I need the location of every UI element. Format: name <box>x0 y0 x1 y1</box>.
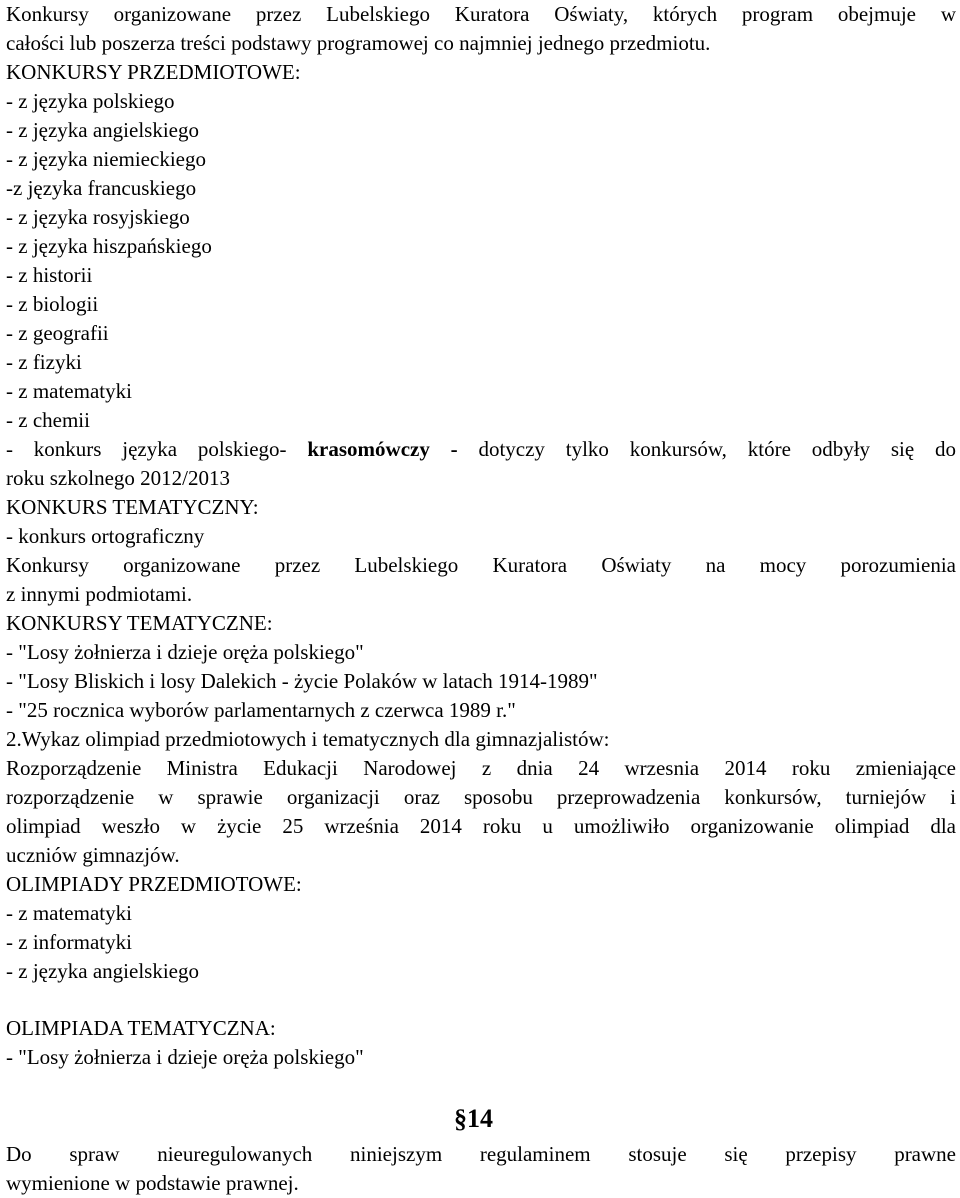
wykaz-line-4: uczniów gimnazjów. <box>6 843 180 867</box>
wykaz-line-1: Rozporządzenie Ministra Edukacji Narodowej z dnia 24 wrzesnia 2014 roku zmieniające <box>6 756 956 780</box>
list-item: - z biologii <box>6 292 99 316</box>
closing-line-1: Do spraw nieuregulowanych niniejszym regulaminem stosuje się przepisy prawne <box>6 1142 956 1166</box>
intro-line-2: całości lub poszerza treści podstawy programowej co najmniej jednego przedmiotu. <box>6 31 711 55</box>
list-item: - z fizyki <box>6 350 82 374</box>
list-item: - z języka niemieckiego <box>6 147 206 171</box>
list-item: - z języka polskiego <box>6 89 175 113</box>
krasomowczy-bold: krasomówczy - <box>307 437 458 461</box>
paragraph-number-value: 14 <box>467 1104 493 1133</box>
list-item: - z matematyki <box>6 379 132 403</box>
konkurs-tematyczny-heading: KONKURS TEMATYCZNY: <box>6 495 259 519</box>
porozumienie-line-2: z innymi podmiotami. <box>6 582 193 606</box>
olimpiada-tematyczna-heading: OLIMPIADA TEMATYCZNA: <box>6 1016 276 1040</box>
list-item: - "Losy żołnierza i dzieje oręża polskiego" <box>6 640 364 664</box>
closing-line-2: wymienione w podstawie prawnej. <box>6 1171 299 1195</box>
list-item: - "25 rocznica wyborów parlamentarnych z czerwca 1989 r." <box>6 698 516 722</box>
list-item: - "Losy Bliskich i losy Dalekich - życie Polaków w latach 1914-1989" <box>6 669 598 693</box>
konkursy-tematyczne-heading: KONKURSY TEMATYCZNE: <box>6 611 273 635</box>
list-item: - z języka hiszpańskiego <box>6 234 212 258</box>
list-item: - z informatyki <box>6 930 132 954</box>
intro-line-1: Konkursy organizowane przez Lubelskiego Kuratora Oświaty, których program obejmuje w <box>6 2 956 26</box>
wykaz-heading: 2.Wykaz olimpiad przedmiotowych i tematycznych dla gimnazjalistów: <box>6 727 610 751</box>
krasomowczy-line-2: roku szkolnego 2012/2013 <box>6 466 230 490</box>
list-item: - z geografii <box>6 321 109 345</box>
list-item: - z matematyki <box>6 901 132 925</box>
list-item: - z języka angielskiego <box>6 959 199 983</box>
krasomowczy-suffix: dotyczy tylko konkursów, które odbyły się do <box>457 437 956 461</box>
porozumienie-line-1: Konkursy organizowane przez Lubelskiego Kuratora Oświaty na mocy porozumienia <box>6 553 956 577</box>
list-item: - konkurs ortograficzny <box>6 524 205 548</box>
paragraph-number <box>454 1102 493 1136</box>
wykaz-line-3: olimpiad weszło w życie 25 września 2014 roku u umożliwiło organizowanie olimpiad dla <box>6 814 956 838</box>
olimpiady-przedmiotowe-heading: OLIMPIADY PRZEDMIOTOWE: <box>6 872 302 896</box>
list-item: - z chemii <box>6 408 90 432</box>
konkursy-przedmiotowe-heading: KONKURSY PRZEDMIOTOWE: <box>6 60 301 84</box>
list-item: - z historii <box>6 263 93 287</box>
list-item: -z języka francuskiego <box>6 176 197 200</box>
krasomowczy-line <box>6 435 956 464</box>
list-item: - z języka rosyjskiego <box>6 205 190 229</box>
wykaz-line-2: rozporządzenie w sprawie organizacji oraz sposobu przeprowadzenia konkursów, turniejów i <box>6 785 956 809</box>
krasomowczy-prefix: - konkurs języka polskiego- <box>6 437 308 461</box>
list-item: - "Losy żołnierza i dzieje oręża polskiego" <box>6 1045 364 1069</box>
list-item: - z języka angielskiego <box>6 118 199 142</box>
paragraph-sign: § <box>454 1104 467 1133</box>
